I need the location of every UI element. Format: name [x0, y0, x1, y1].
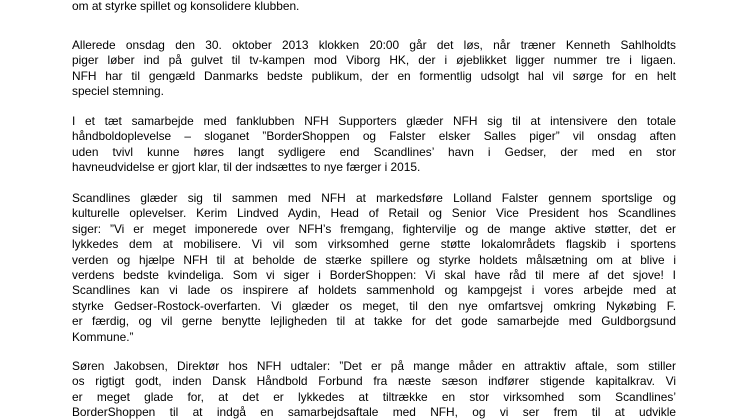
text-line: Søren Jakobsen, Direktør hos NFH udtaler: ”Det er på mange måder en attraktiv aftale, som stiller	[72, 359, 676, 373]
text-line: verden og hjælpe NFH til at beholde de stærke spillere og styrke holdets målsætning om at blive i	[72, 252, 676, 267]
text-line: styrke Gedser-Rostock-overfarten. Vi glæder os meget, til den nye omfartsvej omkring Nykøbing F.	[72, 298, 676, 313]
text-line: NFH har til gengæld Danmarks bedste publikum, der en formentlig udsolgt hal vil sørge for en helt	[72, 68, 676, 83]
paragraph-nfh-director-quote	[72, 359, 676, 419]
text-line: verdens bedste kvindeliga. Som vi siger i BorderShoppen: Vi skal have råd til mere af det sjove! I	[72, 268, 676, 283]
text-line: Scandlines kan vi lade os inspirere af holdets sammenhold og kampgejst i vores arbejde med at	[72, 283, 676, 298]
text-line: kulturelle oplevelser. Kerim Lindved Aydin, Head of Retail og Senior Vice President hos Scandlines	[72, 206, 676, 221]
text-line: om at styrke spillet og konsolidere klubben.	[72, 0, 300, 13]
paragraph-match-announcement	[72, 38, 676, 100]
text-line: havneudvidelse er gjort klar, til der indsættes to nye færger i 2015.	[72, 160, 421, 175]
text-line: lykkedes dem at mobilisere. Vi vil som virksomhed gerne støtte lokalområdets flagskib i sportens	[72, 237, 676, 252]
text-line: er færdig, og vil gerne benytte lejligheden til at takke for det gode samarbejde med Guldborgsund	[72, 314, 676, 329]
text-line: uden tvivl kunne høres langt sydligere end Scandlines’ havn i Gedser, der med en stor	[72, 144, 676, 159]
text-line: siger: ”Vi er meget imponerede over NFH’s fremgang, fightervilje og de mange aktive støtter, det er	[72, 221, 676, 236]
paragraph-fanclub-collaboration	[72, 114, 676, 176]
text-line: I et tæt samarbejde med fanklubben NFH Supporters glæder NFH sig til at intensivere den totale	[72, 114, 676, 128]
text-line: Kommune.”	[72, 329, 134, 344]
paragraph-scandlines-quote	[72, 191, 676, 345]
text-line: er meget glade for, at det er lykkedes at tiltrække en stor virksomhed som Scandlines’	[72, 389, 676, 404]
text-line: speciel stemning.	[72, 84, 164, 99]
text-line: håndboldoplevelse – sloganet ”BorderShoppen og Falster elsker Salles piger” vil onsdag aften	[72, 129, 676, 144]
text-line: Scandlines glæder sig til sammen med NFH at markedsføre Lolland Falster gennem sportslige og	[72, 191, 676, 205]
text-line: os rigtigt godt, inden Dansk Håndbold Forbund fra næste sæson indfører stigende kapitalkrav. Vi	[72, 374, 676, 389]
text-line: BorderShoppen til at indgå en samarbejdsaftale med NFH, og vi ser frem til at udvikle	[72, 405, 676, 419]
text-line: Allerede onsdag den 30. oktober 2013 klokken 20:00 går det løs, når træner Kenneth Sahlholdts	[72, 38, 676, 52]
text-line: piger løber ind på gulvet til tv-kampen mod Viborg HK, der i øjeblikket ligger nummer tre i ligaen.	[72, 53, 676, 68]
paragraph-top-fragment	[72, 0, 676, 14]
